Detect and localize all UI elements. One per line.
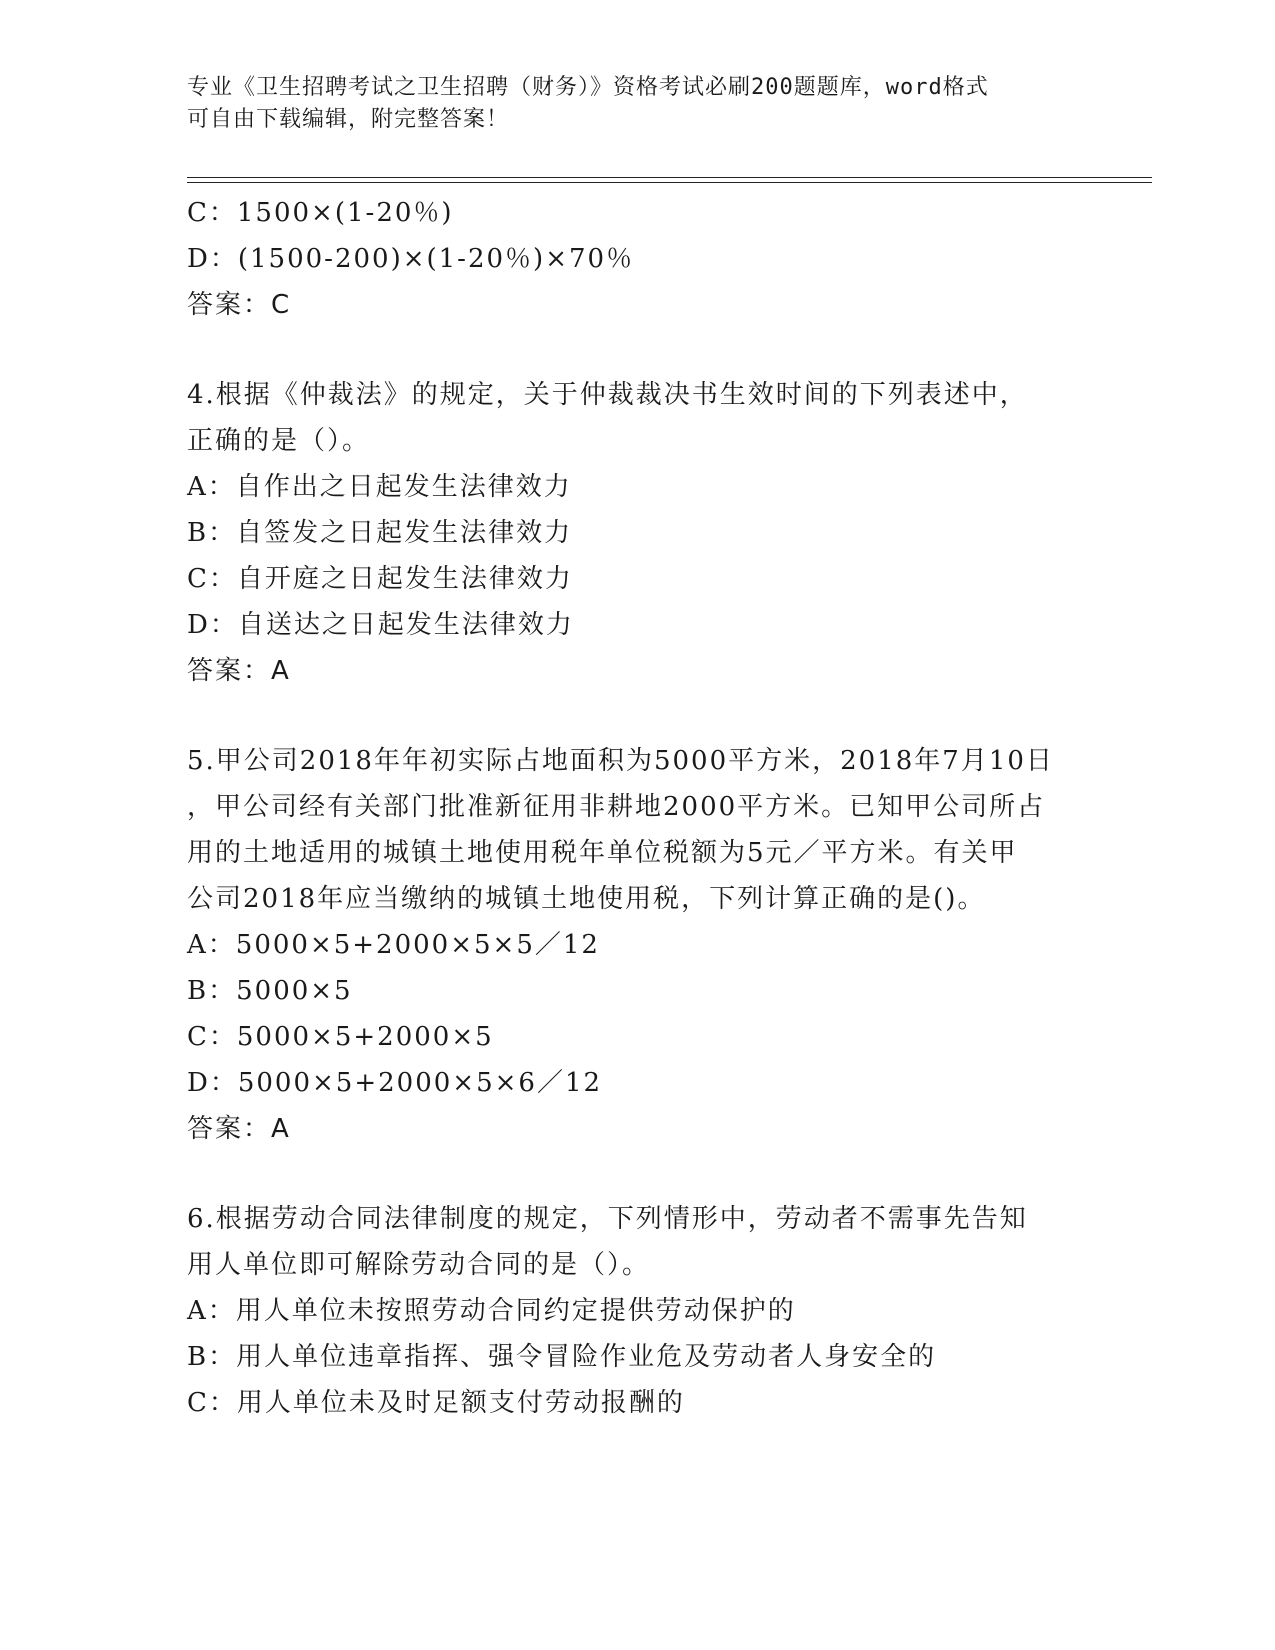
question-4	[187, 372, 1087, 694]
q4-stem-line-1: 4.根据《仲裁法》的规定，关于仲裁裁决书生效时间的下列表述中，	[187, 380, 1028, 410]
q5-answer: 答案：A	[187, 1114, 291, 1144]
q6-option-b: B：用人单位违章指挥、强令冒险作业危及劳动者人身安全的	[187, 1342, 937, 1372]
question-6	[187, 1196, 1087, 1426]
question-3	[187, 190, 1087, 328]
q5-stem-line-1: 5.甲公司2018年年初实际占地面积为5000平方米，2018年7月10日	[187, 746, 1054, 776]
q4-answer: 答案：A	[187, 656, 291, 686]
header-title-line-2: 可自由下载编辑，附完整答案！	[187, 107, 510, 132]
q4-stem-line-2: 正确的是（）。	[187, 426, 371, 456]
question-5	[187, 738, 1087, 1152]
q4-option-d: D：自送达之日起发生法律效力	[187, 610, 574, 640]
q3-option-d: D：(1500-200)×(1-20％)×70％	[187, 244, 635, 274]
q6-stem-line-1: 6.根据劳动合同法律制度的规定，下列情形中，劳动者不需事先告知	[187, 1204, 1028, 1234]
question-content	[187, 190, 1087, 1426]
document-header	[187, 72, 1087, 136]
q5-stem-line-3: 用的土地适用的城镇土地使用税年单位税额为5元／平方米。有关甲	[187, 838, 1018, 868]
header-title-line-1: 专业《卫生招聘考试之卫生招聘（财务）》资格考试必刷200题题库，word格式	[187, 75, 989, 100]
q5-option-a: A：5000×5+2000×5×5／12	[187, 930, 600, 960]
q3-answer: 答案：C	[187, 290, 292, 320]
q3-option-c: C：1500×(1-20％)	[187, 198, 454, 228]
q4-option-b: B：自签发之日起发生法律效力	[187, 518, 573, 548]
q5-stem-line-4: 公司2018年应当缴纳的城镇土地使用税，下列计算正确的是()。	[187, 884, 986, 914]
q6-option-a: A：用人单位未按照劳动合同约定提供劳动保护的	[187, 1296, 796, 1326]
q4-option-c: C：自开庭之日起发生法律效力	[187, 564, 573, 594]
header-divider-bottom	[187, 182, 1152, 183]
q6-stem-line-2: 用人单位即可解除劳动合同的是（）。	[187, 1250, 651, 1280]
q4-option-a: A：自作出之日起发生法律效力	[187, 472, 572, 502]
q5-option-d: D：5000×5+2000×5×6／12	[187, 1068, 603, 1098]
q5-option-c: C：5000×5+2000×5	[187, 1022, 494, 1052]
q6-option-c: C：用人单位未及时足额支付劳动报酬的	[187, 1388, 685, 1418]
header-divider-top	[187, 177, 1152, 178]
q5-option-b: B：5000×5	[187, 976, 353, 1006]
q5-stem-line-2: ，甲公司经有关部门批准新征用非耕地2000平方米。已知甲公司所占	[187, 792, 1046, 822]
